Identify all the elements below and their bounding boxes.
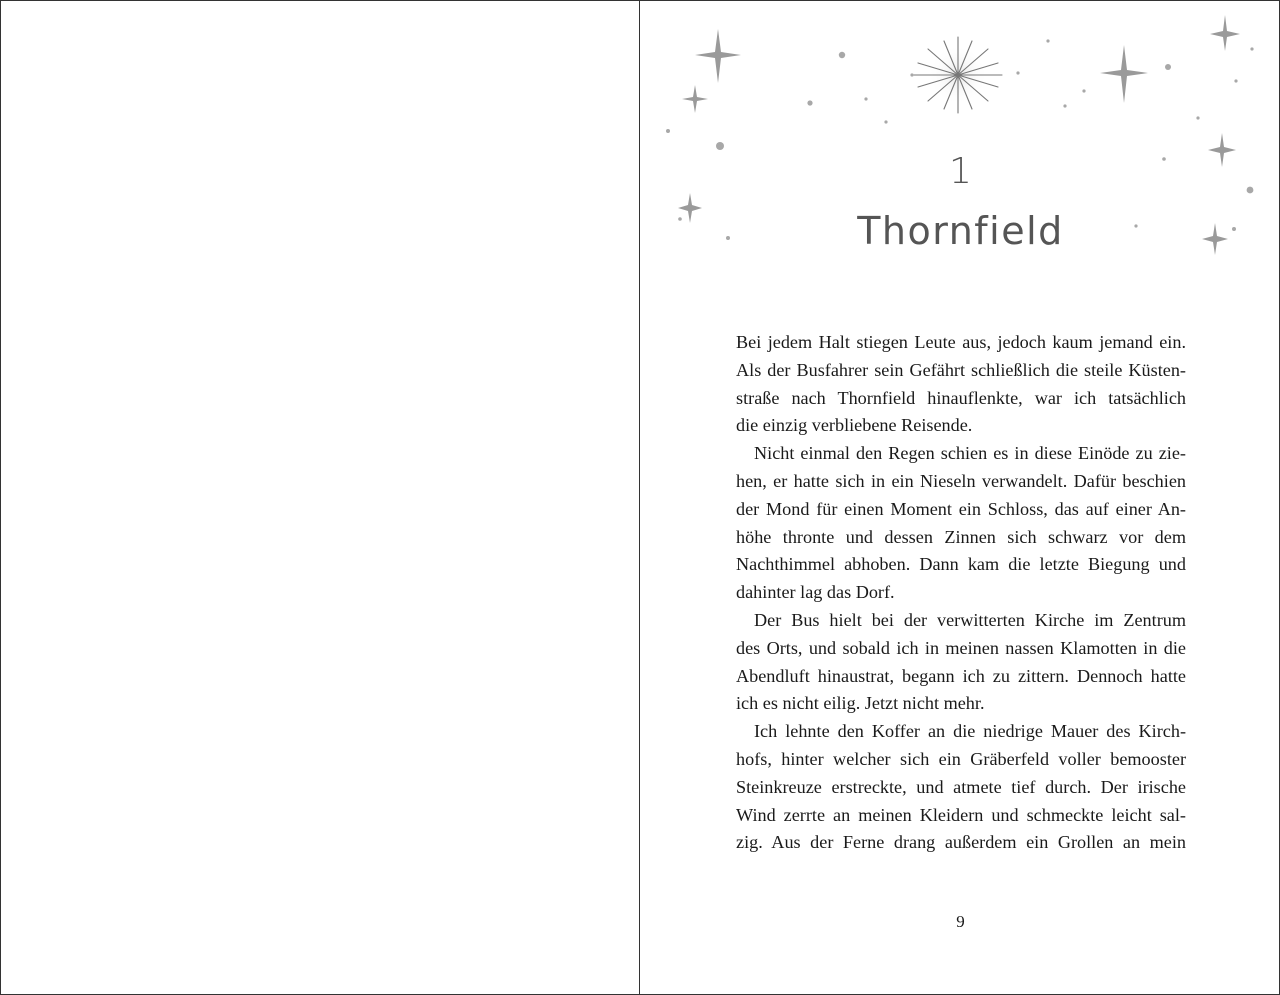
text-line: höhe thronte und dessen Zinnen sich schwarz vor dem <box>736 526 1186 547</box>
text-line: des Orts, und sobald ich in meinen nassen Klamotten in die <box>736 637 1186 658</box>
text-line: Der Bus hielt bei der verwitterten Kirche im Zentrum <box>754 609 1186 630</box>
text-line: hofs, hinter welcher sich ein Gräberfeld voller bemooster <box>736 748 1186 769</box>
chapter-number: 1 <box>949 151 972 192</box>
text-line: Nicht einmal den Regen schien es in diese Einöde zu zie- <box>754 443 1186 464</box>
text-line: hen, er hatte sich in ein Nieseln verwandelt. Dafür beschien <box>736 470 1186 491</box>
text-line: zig. Aus der Ferne drang außerdem ein Grollen an mein <box>736 832 1186 853</box>
chapter-title: Thornfield <box>857 209 1064 253</box>
text-line: Abendluft hinaustrat, begann ich zu zittern. Dennoch hatte <box>736 665 1186 686</box>
text-line: Wind zerrte an meinen Kleidern und schmeckte leicht sal- <box>736 804 1186 825</box>
text-line: der Mond für einen Moment ein Schloss, das auf einer An- <box>736 498 1186 519</box>
chapter-body-text <box>736 329 1186 857</box>
text-line: Ich lehnte den Koffer an die niedrige Mauer des Kirch- <box>754 721 1186 742</box>
text-line: Nachthimmel abhoben. Dann kam die letzte Biegung und <box>736 554 1186 575</box>
text-line: dahinter lag das Dorf. <box>736 582 895 603</box>
page-number: 9 <box>956 912 965 931</box>
text-line: Steinkreuze erstreckte, und atmete tief durch. Der irische <box>736 776 1186 797</box>
text-line: ich es nicht eilig. Jetzt nicht mehr. <box>736 693 985 714</box>
text-line: die einzig verbliebene Reisende. <box>736 415 973 436</box>
text-line: Als der Busfahrer sein Gefährt schließlich die steile Küsten- <box>736 359 1186 380</box>
text-line: Bei jedem Halt stiegen Leute aus, jedoch kaum jemand ein. <box>736 332 1186 352</box>
right-page <box>639 0 1280 995</box>
text-line: straße nach Thornfield hinauflenkte, war ich tatsächlich <box>736 387 1186 408</box>
